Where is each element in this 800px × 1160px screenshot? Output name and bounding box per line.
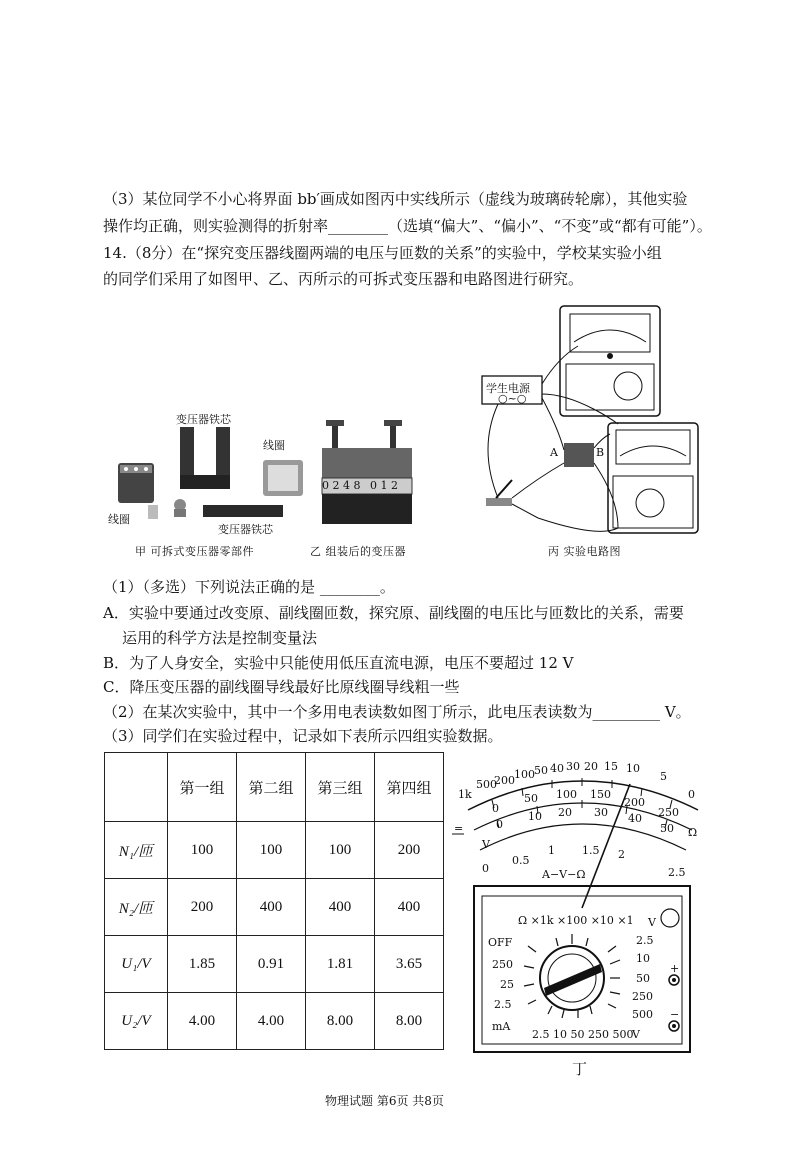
ohm-scale-20: 20 (584, 760, 598, 773)
ohm-scale-5: 5 (660, 770, 667, 783)
part1-stem: （1）（多选）下列说法正确的是 ________。 (103, 578, 395, 596)
table-cell: 4.00 (237, 993, 306, 1050)
v-scale-1: 1 (548, 844, 555, 857)
part2-text: （2）在某次实验中，其中一个多用电表读数如图丁所示，此电压表读数为_________ V。 (103, 703, 691, 721)
power-terminals: ○~○ (498, 392, 527, 405)
figure-ding-multimeter (452, 758, 712, 1088)
selector-vac: V (648, 916, 656, 929)
omega-symbol: Ω (688, 826, 698, 839)
table-cell: 400 (237, 879, 306, 936)
ohm-scale-15: 15 (604, 760, 618, 773)
right-label-250: 250 (632, 990, 653, 1003)
caption-jia: 甲 可拆式变压器零部件 (135, 545, 254, 558)
label-core-bottom: 变压器铁芯 (218, 523, 273, 536)
table-cell: 1.81 (306, 936, 375, 993)
dc-scale-100: 100 (556, 788, 577, 801)
right-label-50: 50 (636, 972, 650, 985)
option-c: C．降压变压器的副线圈导线最好比原线圈导线粗一些 (103, 678, 460, 696)
caption-yi: 乙 组装后的变压器 (310, 545, 406, 558)
table-row-label: N₁/匝 (105, 822, 168, 879)
dc-scale-200: 200 (624, 796, 645, 809)
dc-scale-0: 0 (492, 802, 499, 815)
mid-scale-50: 50 (660, 822, 674, 835)
table-cell: 100 (237, 822, 306, 879)
option-a-line2: 运用的科学方法是控制变量法 (122, 629, 318, 647)
ohm-scale-10: 10 (626, 762, 640, 775)
right-label-10: 10 (636, 952, 650, 965)
v-scale-2-5: 2.5 (668, 866, 686, 879)
mid-scale-10: 10 (528, 810, 542, 823)
right-label-500: 500 (632, 1008, 653, 1021)
caption-ding: 丁 (572, 1060, 588, 1078)
v-scale-0-5: 0.5 (512, 854, 530, 867)
v-symbol: V (482, 838, 490, 851)
table-row-label: U₂/V (105, 993, 168, 1050)
right-label-2-5: 2.5 (636, 934, 654, 947)
selector-ohm-range: Ω ×1k ×100 ×10 ×1 (518, 914, 634, 927)
minus-terminal-label: − (670, 1008, 680, 1021)
table-cell: 0.91 (237, 936, 306, 993)
v-scale-1-5: 1.5 (582, 844, 600, 857)
table-cell: 3.65 (375, 936, 444, 993)
transformer-parts-drawing (108, 405, 308, 555)
q13-part3-line1: （3）某位同学不小心将界面 bb′画成如图丙中实线所示（虚线为玻璃砖轮廓），其他实验 (103, 190, 688, 208)
figure-jia (108, 405, 308, 555)
mid-scale-20: 20 (558, 806, 572, 819)
table-row-label: U₁/V (105, 936, 168, 993)
table-cell: 200 (375, 822, 444, 879)
bottom-labels: 2.5 10 50 250 500 (532, 1028, 634, 1041)
ohm-scale-40: 40 (550, 762, 564, 775)
caption-bing: 丙 实验电路图 (548, 545, 621, 558)
v-scale-0: 0 (482, 862, 489, 875)
figure-bing (478, 298, 700, 538)
table-row (105, 822, 444, 879)
ohm-scale-100: 100 (514, 768, 535, 781)
page-footer: 物理试题 第6页 共8页 (325, 1094, 444, 1108)
option-b: B．为了人身安全，实验中只能使用低压直流电源，电压不要超过 12 V (103, 654, 574, 672)
dial-right: 0 1 2 (370, 479, 398, 492)
left-label-2-5: 2.5 (494, 998, 512, 1011)
bottom-unit: V (632, 1028, 640, 1041)
table-header-cell: 第三组 (306, 753, 375, 822)
option-a-line1: A．实验中要通过改变原、副线圈匝数，探究原、副线圈的电压比与匝数比的关系，需要 (103, 604, 684, 622)
table-header-row (105, 753, 444, 822)
table-row (105, 879, 444, 936)
ohm-scale-30: 30 (566, 760, 580, 773)
mid-scale-40: 40 (628, 812, 642, 825)
table-cell: 200 (168, 879, 237, 936)
dc-scale-150: 150 (590, 788, 611, 801)
table-header-cell (105, 753, 168, 822)
table-header-cell: 第一组 (168, 753, 237, 822)
ohm-scale-50: 50 (534, 764, 548, 777)
circuit-diagram (478, 298, 700, 538)
table-row (105, 993, 444, 1050)
assembled-transformer-drawing (318, 420, 418, 530)
ohm-scale-1k: 1k (458, 788, 472, 801)
plus-terminal-label: + (670, 962, 680, 975)
label-b: B (596, 446, 605, 459)
q14-line1: 14.（8分）在“探究变压器线圈两端的电压与匝数的关系”的实验中，学校某实验小组 (103, 244, 662, 262)
table-header-cell: 第二组 (237, 753, 306, 822)
equal-symbol: = (454, 822, 464, 835)
ohm-scale-500: 500 (476, 778, 497, 791)
power-supply-label: 学生电源 (486, 382, 530, 395)
table-row (105, 936, 444, 993)
brand-label: A−V−Ω (542, 868, 586, 881)
v-scale-2: 2 (618, 848, 625, 861)
mid-scale-30: 30 (594, 806, 608, 819)
mid-scale-0: 0 (496, 818, 503, 831)
dc-scale-250: 250 (658, 806, 679, 819)
dial-left: 0 2 4 8 (322, 479, 361, 492)
label-core-top: 变压器铁芯 (176, 413, 231, 426)
table-cell: 4.00 (168, 993, 237, 1050)
left-label-ma: mA (492, 1020, 511, 1033)
label-a: A (550, 446, 558, 459)
label-coil-right: 线圈 (263, 439, 285, 452)
ohm-scale-0: 0 (688, 788, 695, 801)
left-label-off: OFF (488, 936, 513, 949)
table-cell: 400 (375, 879, 444, 936)
label-coil-left: 线圈 (108, 513, 130, 526)
q14-line2: 的同学们采用了如图甲、乙、丙所示的可拆式变压器和电路图进行研究。 (103, 270, 584, 288)
table-cell: 1.85 (168, 936, 237, 993)
part3-text: （3）同学们在实验过程中，记录如下表所示四组实验数据。 (103, 727, 503, 745)
left-label-250: 250 (492, 958, 513, 971)
table-cell: 8.00 (306, 993, 375, 1050)
table-cell: 100 (306, 822, 375, 879)
figure-yi (318, 420, 418, 530)
left-label-25: 25 (500, 978, 514, 991)
table-header-cell: 第四组 (375, 753, 444, 822)
table-row-label: N₂/匝 (105, 879, 168, 936)
table-cell: 8.00 (375, 993, 444, 1050)
table-cell: 100 (168, 822, 237, 879)
data-table (104, 752, 444, 1050)
table-cell: 400 (306, 879, 375, 936)
ohm-scale-200: 200 (494, 774, 515, 787)
dc-scale-50: 50 (524, 792, 538, 805)
q13-part3-line2: 操作均正确，则实验测得的折射率________（选填“偏大”、“偏小”、“不变”或“都有可能”）。 (103, 217, 712, 235)
